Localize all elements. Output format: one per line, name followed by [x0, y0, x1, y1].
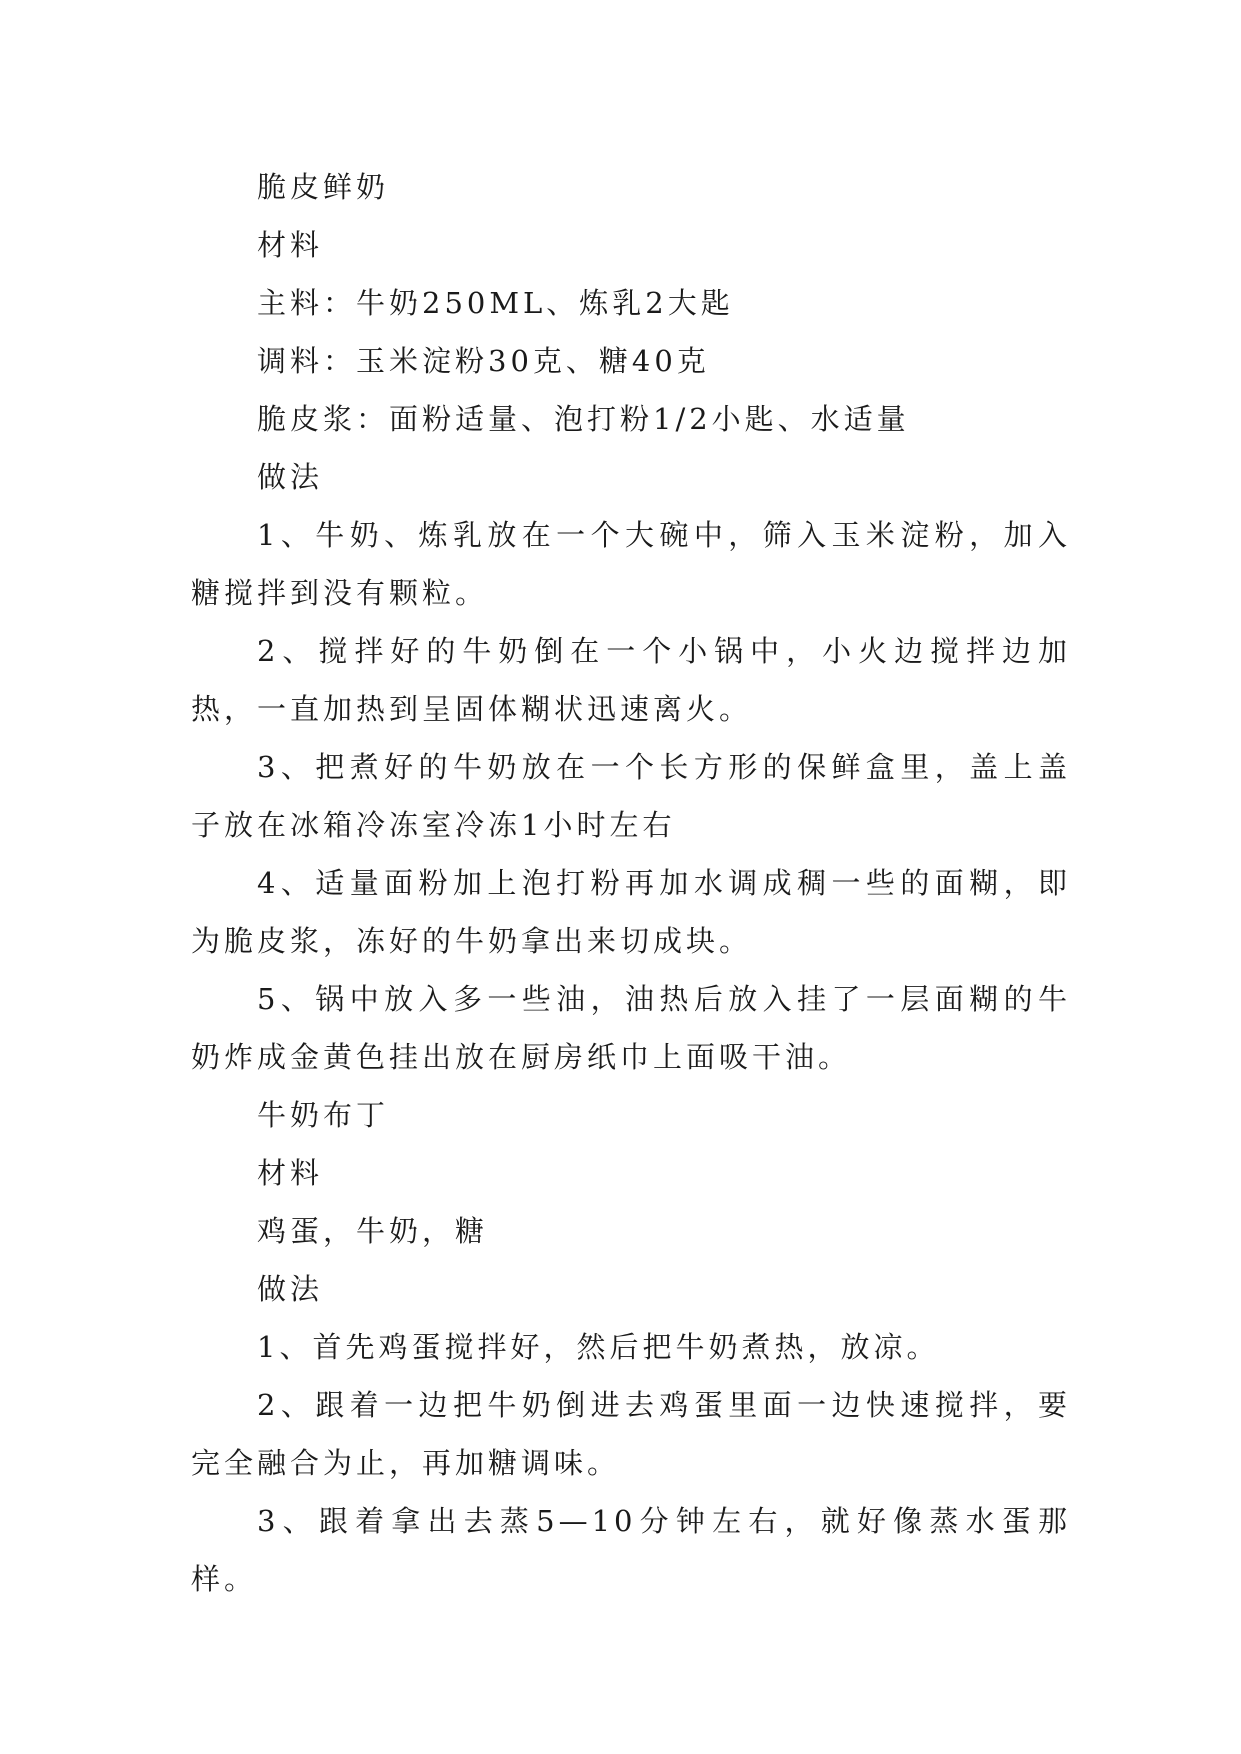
materials-heading: 材料: [257, 228, 324, 262]
method-heading: 做法: [257, 1272, 324, 1306]
recipe-step: 5、锅中放入多一些油，油热后放入挂了一层面糊的牛奶炸成金黄色挂出放在厨房纸巾上面吸干油。: [191, 982, 1071, 1074]
main-ingredients: 主料：牛奶250ML、炼乳2大匙: [257, 286, 734, 320]
recipe-step: 2、跟着一边把牛奶倒进去鸡蛋里面一边快速搅拌，要完全融合为止，再加糖调味。: [191, 1388, 1071, 1480]
recipe-step: 3、跟着拿出去蒸5—10分钟左右，就好像蒸水蛋那样。: [191, 1504, 1071, 1596]
method-heading: 做法: [257, 460, 324, 494]
seasoning-ingredients: 调料：玉米淀粉30克、糖40克: [257, 344, 710, 378]
recipe-title: 脆皮鲜奶: [257, 170, 390, 204]
document-body: [191, 158, 1071, 1608]
batter-ingredients: 脆皮浆：面粉适量、泡打粉1/2小匙、水适量: [257, 402, 910, 436]
recipe-step: 1、首先鸡蛋搅拌好，然后把牛奶煮热，放凉。: [257, 1330, 940, 1364]
recipe-step: 2、搅拌好的牛奶倒在一个小锅中，小火边搅拌边加热，一直加热到呈固体糊状迅速离火。: [191, 634, 1071, 726]
ingredients-list: 鸡蛋，牛奶，糖: [257, 1214, 489, 1248]
recipe-title: 牛奶布丁: [257, 1098, 390, 1132]
recipe-step: 4、适量面粉加上泡打粉再加水调成稠一些的面糊，即为脆皮浆，冻好的牛奶拿出来切成块。: [191, 866, 1071, 958]
materials-heading: 材料: [257, 1156, 324, 1190]
recipe-step: 1、牛奶、炼乳放在一个大碗中，筛入玉米淀粉，加入糖搅拌到没有颗粒。: [191, 518, 1071, 610]
recipe-step: 3、把煮好的牛奶放在一个长方形的保鲜盒里，盖上盖子放在冰箱冷冻室冷冻1小时左右: [191, 750, 1071, 842]
